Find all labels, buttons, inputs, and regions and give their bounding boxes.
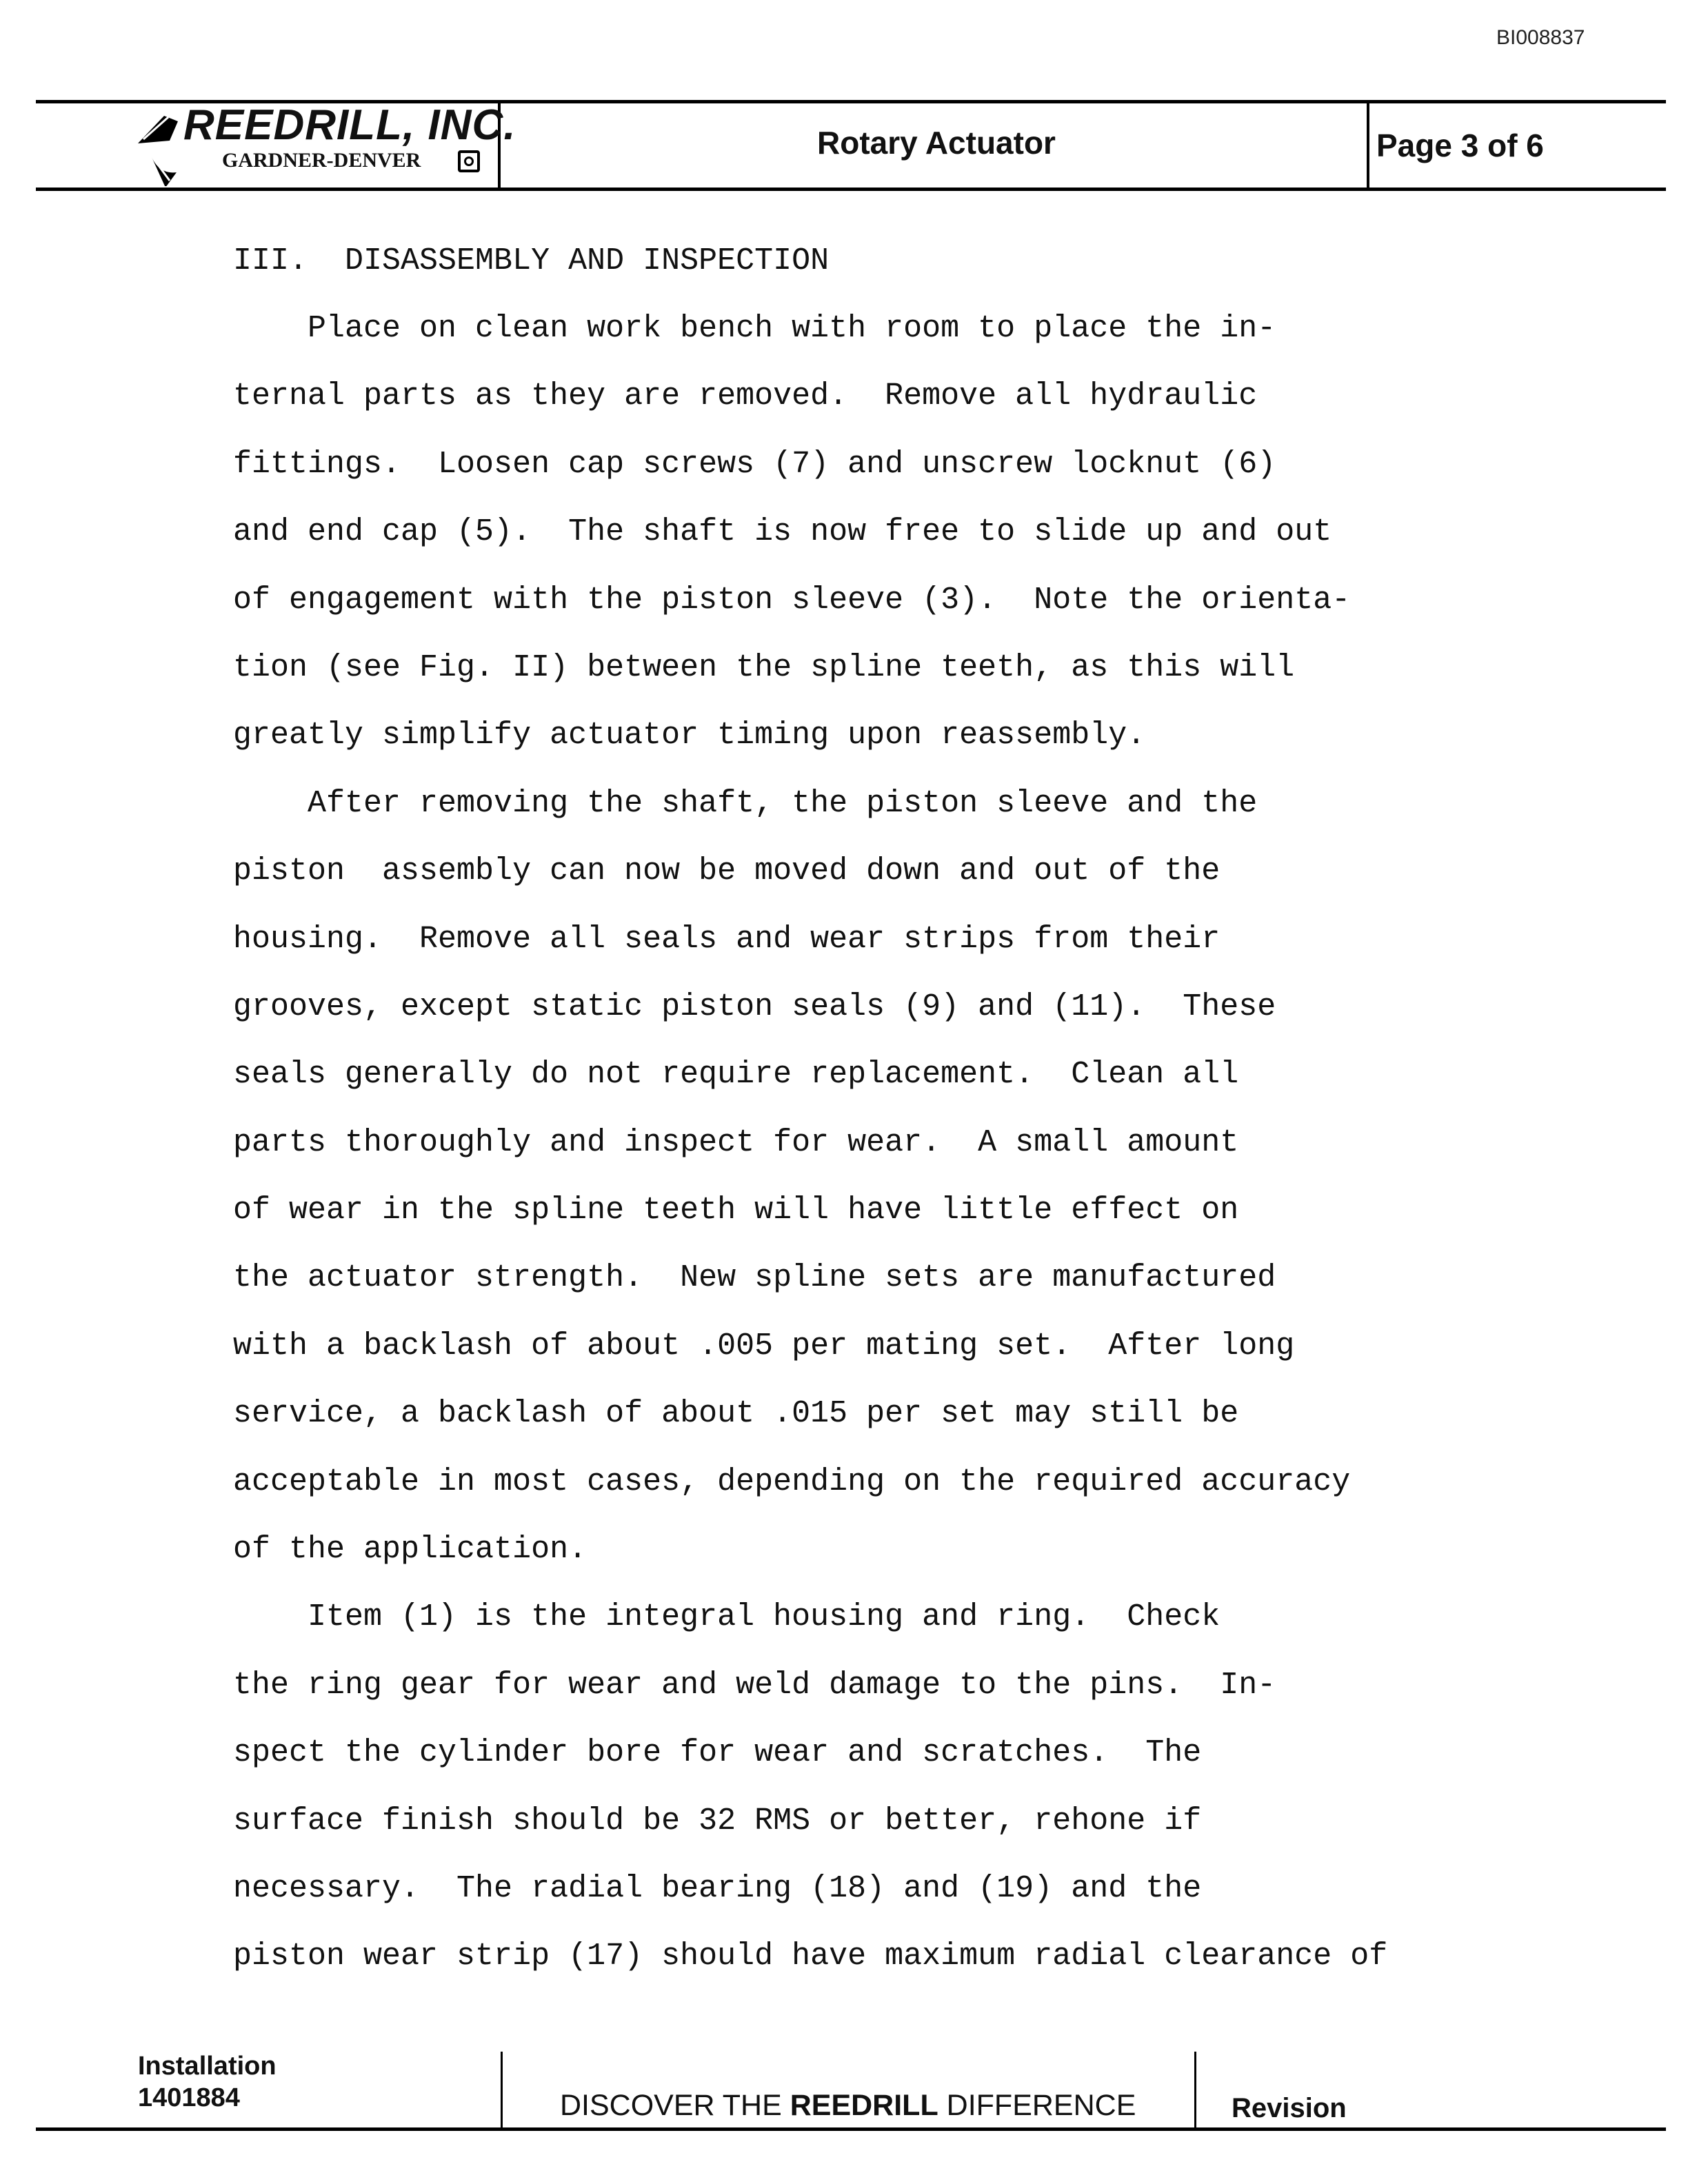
body-line: surface finish should be 32 RMS or better, rehone if	[233, 1803, 1202, 1839]
footer-divider-right	[1194, 2052, 1196, 2129]
body-line: Item (1) is the integral housing and ring. Check	[233, 1599, 1220, 1635]
gardner-denver-emblem-icon	[137, 103, 185, 186]
body-line: service, a backlash of about .015 per set may still be	[233, 1396, 1239, 1432]
revision-label: Revision	[1232, 2093, 1347, 2123]
body-line: the ring gear for wear and weld damage to the pins. In-	[233, 1667, 1276, 1703]
body-line: the actuator strength. New spline sets are manufactured	[233, 1260, 1276, 1296]
body-line: of the application.	[233, 1532, 587, 1568]
body-line: grooves, except static piston seals (9) and (11). These	[233, 989, 1276, 1024]
header-bottom-rule	[36, 188, 1666, 191]
body-line: Place on clean work bench with room to place the in-	[233, 311, 1276, 346]
footer-divider-left	[501, 2052, 503, 2129]
body-line: and end cap (5). The shaft is now free to slide up and out	[233, 514, 1332, 550]
body-line: fittings. Loosen cap screws (7) and unscrew locknut (6)	[233, 446, 1276, 482]
document-id: BI008837	[1496, 26, 1585, 49]
body-line: of wear in the spline teeth will have little effect on	[233, 1193, 1239, 1228]
company-logo	[137, 101, 516, 186]
body-line: spect the cylinder bore for wear and scratches. The	[233, 1735, 1202, 1771]
body-line: tion (see Fig. II) between the spline teeth, as this will	[233, 649, 1295, 685]
installation-number: 1401884	[138, 2083, 240, 2112]
slogan-prefix: DISCOVER THE	[560, 2089, 790, 2122]
body-line: acceptable in most cases, depending on the required accuracy	[233, 1464, 1351, 1499]
section-heading: III. DISASSEMBLY AND INSPECTION	[233, 243, 830, 279]
footer-slogan	[560, 2089, 1136, 2123]
body-line: piston wear strip (17) should have maximum radial clearance of	[233, 1939, 1388, 1974]
body-line: with a backlash of about .005 per mating set. After long	[233, 1328, 1295, 1364]
body-lines	[233, 309, 1543, 2005]
body-line: necessary. The radial bearing (18) and (19) and the	[233, 1870, 1202, 1906]
body-line: ternal parts as they are removed. Remove all hydraulic	[233, 378, 1258, 414]
body-line: of engagement with the piston sleeve (3). Note the orienta-	[233, 582, 1351, 618]
logo-parent-name: GARDNER-DENVER	[222, 149, 421, 172]
body-line: housing. Remove all seals and wear strips from their	[233, 921, 1220, 957]
body-text	[233, 241, 1543, 2005]
slogan-suffix: DIFFERENCE	[938, 2089, 1136, 2122]
logo-badge-icon	[458, 150, 480, 172]
footer-bottom-rule	[36, 2127, 1666, 2131]
document-title: Rotary Actuator	[817, 125, 1056, 161]
slogan-brand: REEDRILL	[790, 2089, 938, 2122]
body-line: seals generally do not require replacement. Clean all	[233, 1057, 1239, 1093]
body-line: After removing the shaft, the piston sleeve and the	[233, 785, 1258, 821]
body-line: piston assembly can now be moved down and out of the	[233, 853, 1220, 889]
logo-company-name: REEDRILL, INC.	[183, 101, 516, 149]
page-number: Page 3 of 6	[1376, 128, 1544, 163]
body-line: greatly simplify actuator timing upon reassembly.	[233, 718, 1146, 754]
body-line: parts thoroughly and inspect for wear. A small amount	[233, 1124, 1239, 1160]
installation-label: Installation	[138, 2052, 277, 2081]
